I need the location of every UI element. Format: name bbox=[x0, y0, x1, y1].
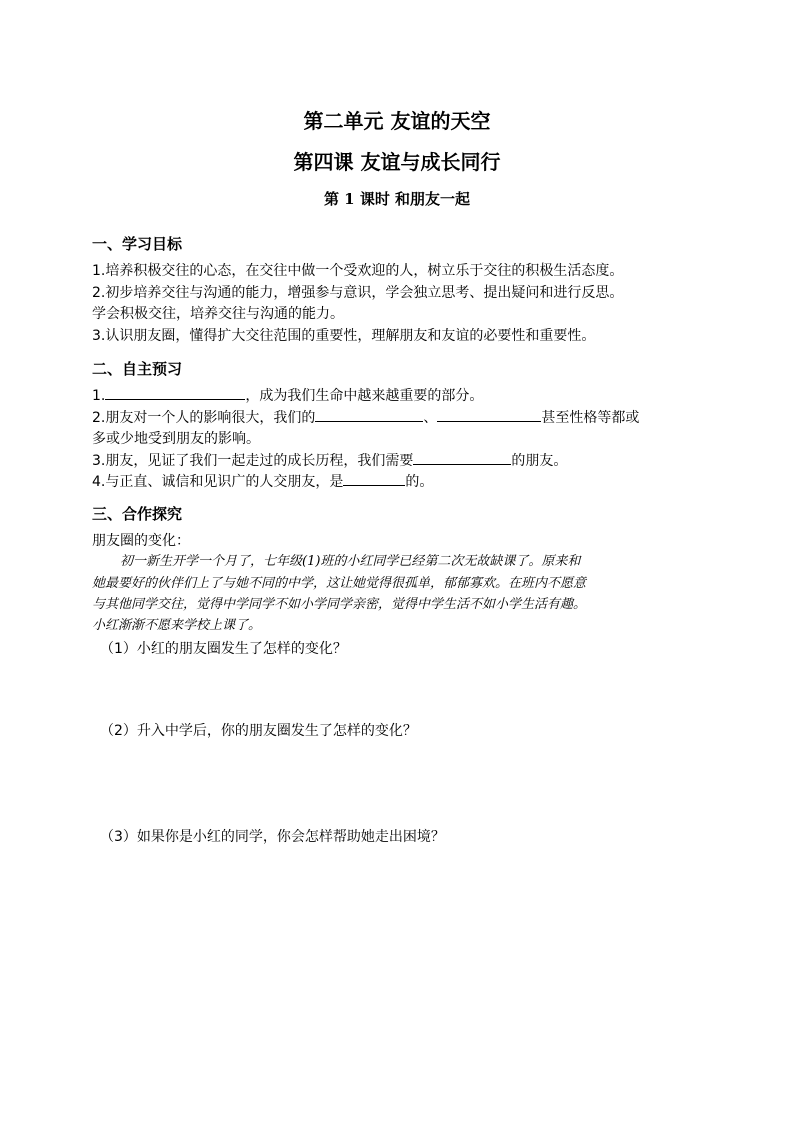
fill-blank[interactable] bbox=[315, 407, 423, 422]
q3-suffix: 的朋友。 bbox=[511, 453, 568, 469]
fill-blank[interactable] bbox=[413, 450, 511, 465]
story-line: 小红渐渐不愿来学校上课了。 bbox=[92, 618, 262, 633]
story-line: 初一新生开学一个月了，七年级(1)班的小红同学已经第二次无故缺课了。原来和 bbox=[120, 554, 581, 569]
q2-prefix: 2.朋友对一个人的影响很大，我们的 bbox=[92, 410, 316, 426]
q1-suffix: ，成为我们生命中越来越重要的部分。 bbox=[245, 388, 484, 404]
period-title: 第 1 课时 和朋友一起 bbox=[323, 190, 471, 208]
q3-prefix: 3.朋友，见证了我们一起走过的成长历程，我们需要 bbox=[92, 453, 414, 469]
preview-question-4 bbox=[92, 471, 433, 493]
preview-question-3 bbox=[92, 450, 567, 472]
objective-line: 1.培养积极交往的心态，在交往中做一个受欢迎的人，树立乐于交往的积极生活态度。 bbox=[92, 263, 624, 279]
q4-suffix: 的。 bbox=[405, 474, 434, 490]
unit-title: 第二单元 友谊的天空 bbox=[303, 109, 491, 133]
q2-mid: 、 bbox=[423, 410, 438, 426]
preview-question-1 bbox=[92, 385, 483, 407]
section-heading-objectives: 一、学习目标 bbox=[92, 235, 183, 253]
objective-line: 2.初步培养交往与沟通的能力，增强参与意识，学会独立思考、提出疑问和进行反思。 bbox=[92, 285, 624, 301]
preview-question-2 bbox=[92, 407, 639, 429]
fill-blank[interactable] bbox=[343, 471, 405, 486]
fill-blank[interactable] bbox=[105, 385, 245, 400]
story-line: 她最要好的伙伴们上了与她不同的中学，这让她觉得很孤单，郁郁寡欢。在班内不愿意 bbox=[92, 576, 587, 591]
fill-blank[interactable] bbox=[437, 407, 541, 422]
story-line: 与其他同学交往，觉得中学同学不如小学同学亲密，觉得中学生活不如小学生活有趣。 bbox=[92, 597, 587, 612]
section-heading-explore: 三、合作探究 bbox=[92, 505, 183, 523]
explore-question-1: （1）小红的朋友圈发生了怎样的变化？ bbox=[100, 641, 347, 657]
section-heading-preview: 二、自主预习 bbox=[92, 360, 183, 378]
lesson-title: 第四课 友谊与成长同行 bbox=[293, 150, 501, 174]
objective-line: 3.认识朋友圈，懂得扩大交往范围的重要性，理解朋友和友谊的必要性和重要性。 bbox=[92, 328, 596, 344]
explore-question-2: （2）升入中学后，你的朋友圈发生了怎样的变化？ bbox=[100, 723, 417, 739]
preview-question-2-cont: 多或少地受到朋友的影响。 bbox=[92, 431, 260, 447]
q2-suffix: 甚至性格等都或 bbox=[541, 410, 640, 426]
case-intro: 朋友圈的变化： bbox=[92, 533, 190, 549]
explore-question-3: （3）如果你是小红的同学，你会怎样帮助她走出困境？ bbox=[100, 829, 445, 845]
q1-prefix: 1. bbox=[92, 388, 106, 404]
objective-line: 学会积极交往，培养交往与沟通的能力。 bbox=[92, 306, 344, 322]
q4-prefix: 4.与正直、诚信和见识广的人交朋友，是 bbox=[92, 474, 344, 490]
